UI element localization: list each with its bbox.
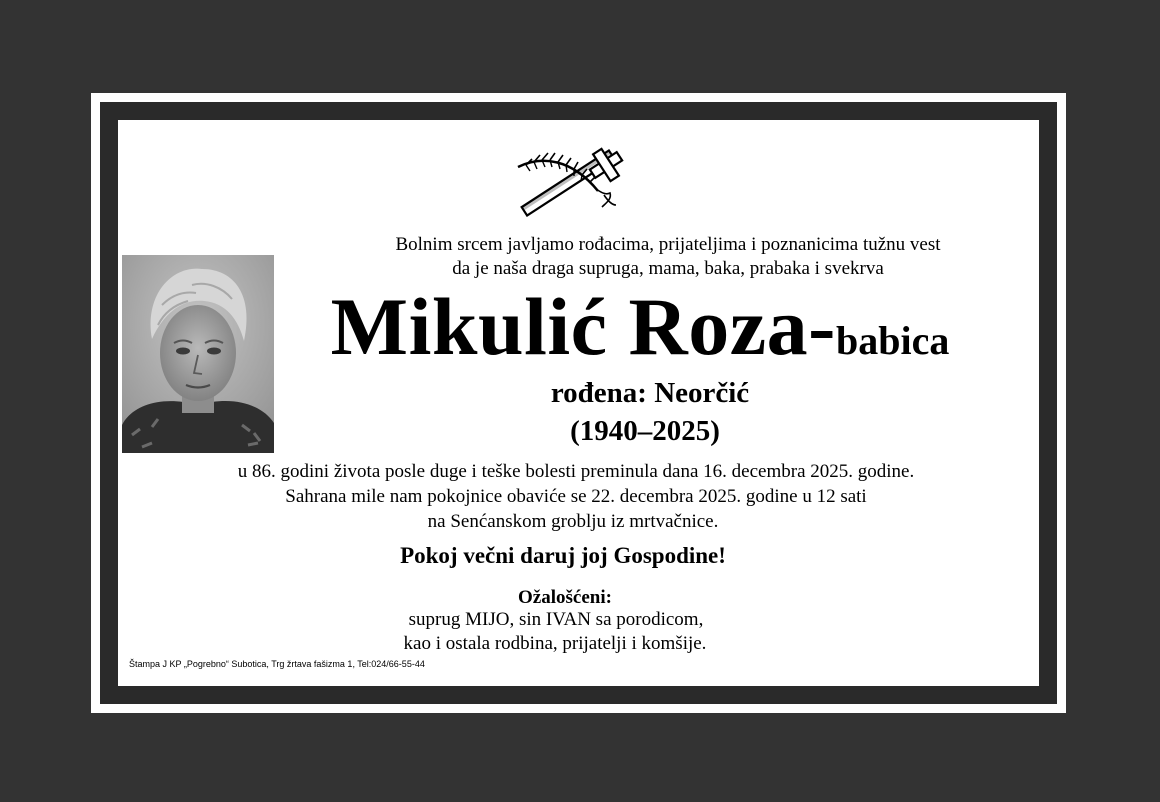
mourners-line-1: suprug MIJO, sin IVAN sa porodicom, [408,609,704,630]
prayer-line: Pokoj večni daruj joj Gospodine! [400,543,726,568]
details-line-3: na Senćanskom groblju iz mrtvačnice. [427,511,719,532]
intro-line-2: da je naša draga supruga, mama, baka, prabaka i svekrva [452,258,884,279]
intro-line-1: Bolnim srcem javljamo rođacima, prijateljima i poznanicima tužnu vest [395,234,941,255]
details-line-1: u 86. godini života posle duge i teške bolesti preminula dana 16. decembra 2025. godine. [237,461,915,482]
deceased-name-block [331,280,950,374]
life-years: (1940–2025) [570,415,720,447]
deceased-nickname: babica [835,318,950,363]
maiden-name: rođena: Neorčić [550,377,750,409]
details-line-2: Sahrana mile nam pokojnice obaviće se 22. decembra 2025. godine u 12 sati [285,486,867,507]
portrait-photo [122,255,274,453]
cross-palm-icon [512,145,624,217]
deceased-name: Mikulić Roza- [330,281,836,372]
printer-info: Štampa J KP „Pogrebno“ Subotica, Trg žrtava fašizma 1, Tel:024/66-55-44 [129,659,425,669]
mourners-line-2: kao i ostala rodbina, prijatelji i komšije. [403,633,707,654]
mourners-title: Ožalošćeni: [518,587,612,608]
